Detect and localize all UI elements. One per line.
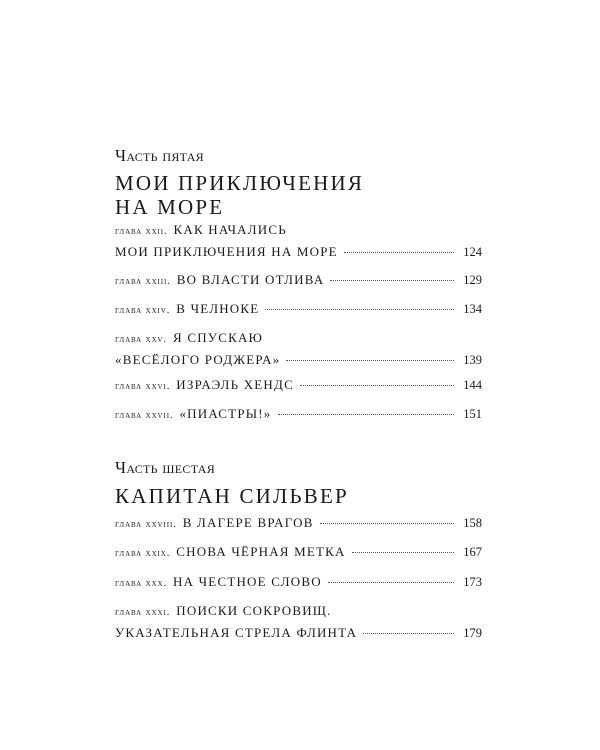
toc-entry[interactable] xyxy=(115,544,482,566)
dot-leader xyxy=(330,279,454,281)
page-number: 144 xyxy=(463,378,482,392)
chapter-title: ПОИСКИ СОКРОВИЩ. xyxy=(176,603,332,618)
chapter-number: глава xxvii. xyxy=(115,410,174,421)
dot-leader xyxy=(300,384,454,386)
part-title-line: НА МОРЕ xyxy=(115,195,225,219)
dot-leader xyxy=(344,251,454,253)
page-number: 129 xyxy=(463,273,482,287)
chapter-title: МОИ ПРИКЛЮЧЕНИЯ НА МОРЕ xyxy=(115,244,338,259)
toc-entry[interactable] xyxy=(115,515,482,537)
chapter-title: СНОВА ЧЁРНАЯ МЕТКА xyxy=(176,544,346,559)
toc-entry[interactable] xyxy=(115,301,482,323)
page-number: 139 xyxy=(463,353,482,367)
dot-leader xyxy=(320,522,454,524)
chapter-number: глава xxiv. xyxy=(115,305,171,316)
chapter-title: КАК НАЧАЛИСЬ xyxy=(173,222,287,237)
toc-entry[interactable] xyxy=(115,603,482,647)
toc-entry[interactable] xyxy=(115,377,482,399)
toc-entry[interactable] xyxy=(115,406,482,428)
page-number: 179 xyxy=(463,626,482,640)
chapter-title: Я СПУСКАЮ xyxy=(173,330,264,345)
dot-leader xyxy=(363,632,454,634)
page-number: 124 xyxy=(463,245,482,259)
dot-leader xyxy=(278,413,454,415)
chapter-title: В ЧЕЛНОКЕ xyxy=(176,301,260,316)
chapter-title: «ПИАСТРЫ!» xyxy=(179,406,272,421)
page-number: 151 xyxy=(463,407,482,421)
page-number: 134 xyxy=(463,302,482,316)
chapter-title: ИЗРАЭЛЬ ХЕНДС xyxy=(176,377,294,392)
chapter-number: глава xxx. xyxy=(115,578,168,589)
chapter-title: «ВЕСЁЛОГО РОДЖЕРА» xyxy=(115,352,281,367)
chapter-number: глава xxix. xyxy=(115,548,171,559)
part-title-line: КАПИТАН СИЛЬВЕР xyxy=(115,484,349,508)
page-number: 167 xyxy=(463,545,482,559)
chapter-number: глава xxiii. xyxy=(115,276,171,287)
part-title-line: МОИ ПРИКЛЮЧЕНИЯ xyxy=(115,171,365,195)
page-number: 158 xyxy=(463,516,482,530)
dot-leader xyxy=(265,308,454,310)
chapter-title: УКАЗАТЕЛЬНАЯ СТРЕЛА ФЛИНТА xyxy=(115,625,358,640)
toc-entry[interactable] xyxy=(115,330,482,374)
dot-leader xyxy=(328,581,454,583)
part-title xyxy=(115,171,364,219)
chapter-title: НА ЧЕСТНОЕ СЛОВО xyxy=(173,574,322,589)
toc-entry[interactable] xyxy=(115,272,482,294)
part-title xyxy=(115,484,349,508)
dot-leader xyxy=(352,551,454,553)
part-label: Часть пятая xyxy=(115,146,204,165)
chapter-title: ВО ВЛАСТИ ОТЛИВА xyxy=(176,272,325,287)
chapter-number: глава xxii. xyxy=(115,226,168,237)
chapter-number: глава xxviii. xyxy=(115,519,177,530)
toc-entry[interactable] xyxy=(115,574,482,596)
dot-leader xyxy=(286,359,454,361)
chapter-number: глава xxvi. xyxy=(115,381,171,392)
chapter-number: глава xxv. xyxy=(115,334,168,345)
part-label: Часть шестая xyxy=(115,458,216,477)
toc-entry[interactable] xyxy=(115,222,482,266)
chapter-number: глава xxxi. xyxy=(115,607,171,618)
page-number: 173 xyxy=(463,575,482,589)
chapter-title: В ЛАГЕРЕ ВРАГОВ xyxy=(182,515,314,530)
